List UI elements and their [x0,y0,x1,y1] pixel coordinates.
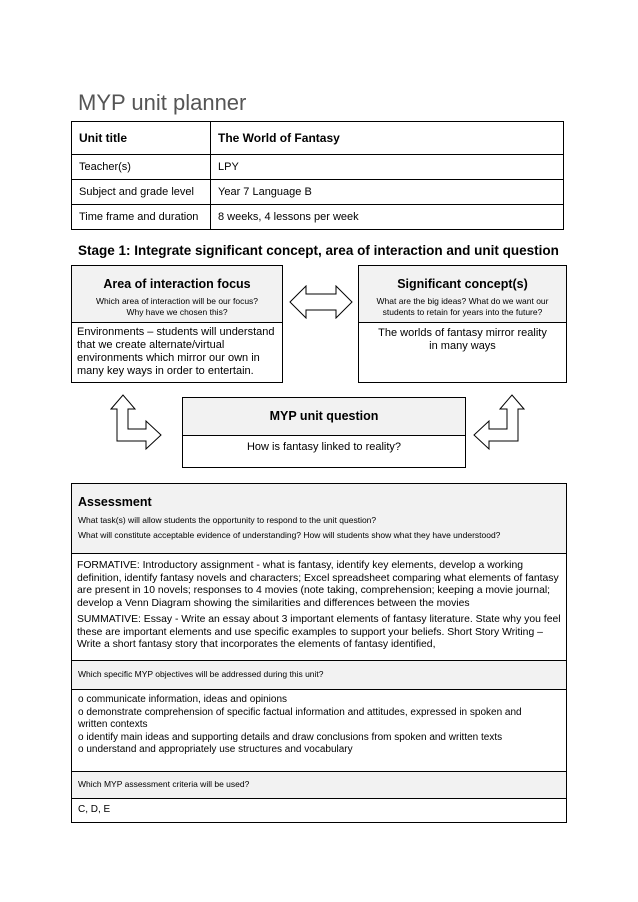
aoi-body: Environments – students will understand that we create alternate/virtual environments which mirror our own in many key ways in order to entertain. [77,326,275,377]
formative-text: FORMATIVE: Introductory assignment - what is fantasy, identify key elements, develop a working definition, identify fantasy novels and characters; Excel spreadsheet comparing what elements of fantasy are present in 10 novels; responses to 4 movies (note taking, comprehension; keeping a movie journal; develop a Venn Diagram showing the similarities and differences between the movies [77,560,559,609]
stage1-heading: Stage 1: Integrate significant concept, area of interaction and unit question [78,243,559,258]
criteria-question-row [71,771,567,799]
list-item: o communicate information, ideas and opinions [78,694,288,705]
concept-body: The worlds of fantasy mirror reality in many ways [378,327,547,352]
subject-value: Year 7 Language B [211,180,564,205]
list-item: o understand and appropriately use structures and vocabulary [78,744,353,755]
assessment-tasks [71,553,567,661]
unit-question-header [183,398,465,436]
concept-header [359,266,566,323]
unit-question-heading: MYP unit question [269,409,379,423]
table-row [72,122,564,155]
unit-info-table [71,121,564,230]
bent-arrow-right-icon [108,393,164,453]
assessment-question-1: What task(s) will allow students the opportunity to respond to the unit question? [78,515,377,525]
objectives-list [71,689,567,772]
double-arrow-icon [289,285,353,319]
bent-arrow-left-icon [471,393,527,453]
aoi-box [71,265,283,383]
aoi-subheading: Which area of interaction will be our focus? Why have we chosen this? [95,296,259,317]
concept-heading: Significant concept(s) [397,277,528,291]
unit-question-box [182,397,466,468]
assessment-header [71,483,567,554]
objectives-question-row [71,660,567,690]
teacher-value: LPY [211,155,564,180]
unit-title-label: Unit title [72,122,211,155]
assessment-question-2: What will constitute acceptable evidence of understanding? How will students show what they have understood? [78,530,501,540]
assessment-heading: Assessment [78,495,152,509]
list-item: written contexts [78,719,148,730]
objectives-question: Which specific MYP objectives will be addressed during this unit? [78,669,324,679]
summative-text: SUMMATIVE: Essay - Write an essay about 3 important elements of fantasy literature. State why you feel these are important elements and use specific examples to support your beliefs. Short Story Writing – Write a short fantasy story that incorporates the elements of fantasy identified, [77,614,561,650]
concept-box [358,265,567,383]
table-row [72,155,564,180]
concept-subheading: What are the big ideas? What do we want our students to retain for years into the future? [376,296,549,317]
list-item: o identify main ideas and supporting details and draw conclusions from spoken and written texts [78,731,503,743]
page-title: MYP unit planner [78,90,247,115]
timeframe-value: 8 weeks, 4 lessons per week [211,205,564,230]
teacher-label: Teacher(s) [72,155,211,180]
aoi-heading: Area of interaction focus [103,277,251,291]
criteria-answer: C, D, E [78,804,111,815]
timeframe-label: Time frame and duration [72,205,211,230]
unit-question-body: How is fantasy linked to reality? [246,441,402,453]
table-row [72,180,564,205]
subject-label: Subject and grade level [72,180,211,205]
criteria-answer-row [71,798,567,823]
aoi-header [72,266,282,323]
list-item: o demonstrate comprehension of specific factual information and attitudes, expressed in spoken and [78,706,522,718]
criteria-question: Which MYP assessment criteria will be used? [78,779,250,789]
table-row [72,205,564,230]
unit-title-value: The World of Fantasy [211,122,564,155]
